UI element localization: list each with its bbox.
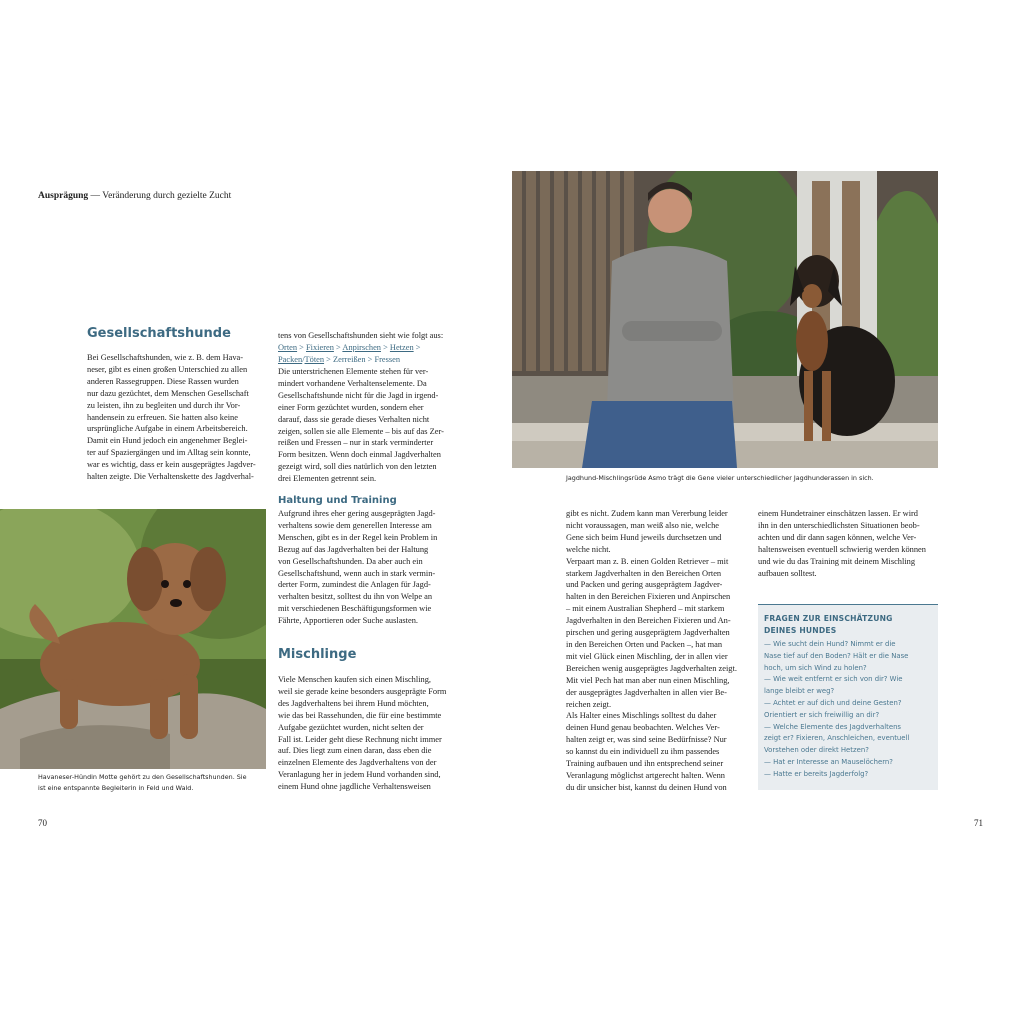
question-item: — Welche Elemente des Jagdverhaltens zeigt er? Fixieren, Anschleichen, eventuell Vorstehen oder direkt Hetzen? [764,722,910,755]
question-item: — Wie sucht dein Hund? Nimmt er die Nase tief auf den Boden? Hält er die Nase hoch, um sich Wind zu holen? [764,640,909,672]
question-item: — Achtet er auf dich und deine Gesten? Orientiert er sich freiwillig an dir? [764,698,902,719]
photo-havanese-dog [0,509,266,769]
col1-paragraph: Bei Gesellschaftshunden, wie z. B. dem Hava- neser, gibt es einen großen Unterschied zu allen anderen Rassegruppen. Diese Rassen wurden nur dazu gezüchtet, dem Menschen Gesellschaft zu leisten, ihn zu begleiten und durch ihr Vor- handensein zu erfreuen. Sie hatten also keine ursprüngliche Aufgabe in einem Arbeitsbereich. Damit ein Hund jedoch ein angenehmer Beglei- ter auf Spaziergängen und im Alltag sein konnte, war es wichtig, dass er kein ausgeprägtes Jagdver- halten zeigte. Die Verhaltenskette des Jagdverhal- [87,353,256,482]
question-item: — Hatte er bereits Jagderfolg? [764,769,869,778]
questions-box [758,604,938,790]
running-header [38,191,231,201]
chain-toeten: Töten [304,354,325,364]
page-number-left: 70 [38,818,47,828]
behavior-chain: Orten > Fixieren > Anpirschen > Hetzen > Packen/Töten > Zerreißen > Fressen [278,343,421,364]
subheading-haltung-training: Haltung und Training [278,495,397,506]
photo-man-with-dog [512,171,938,468]
chain-packen: Packen [278,354,303,364]
questions-list [764,639,932,781]
col3-paragraph: gibt es nicht. Zudem kann man Vererbung leider nicht voraussagen, man weiß also nie, welche Gene sich beim Hund jeweils durchsetzen und welche nicht. Verpaart man z. B. einen Golden Retriever – mit starkem Jagdverhalten in den Bereichen Orten und Packen und gering ausgeprägtem Jagdver- halten in den Bereichen Fixieren und Anpirschen – mit einem Australian Shepherd – mit starkem Jagdverhalten in den Bereichen Fixieren und An- pirschen und gering ausgeprägtem Jagdverhalten in den Bereichen Orten und Packen –, hat man mit viel Glück einen Mischling, der in allen vier Bereichen wenig ausgeprägtes Jagdverhalten zeigt. Mit viel Pech hat man aber nun einen Mischling, der ausgeprägtes Jagdverhalten in allen vier Be- reichen zeigt. Als Halter eines Mischlings solltest du daher deinen Hund genau beobachten. Welches Ver- halten zeigt er, was sind seine Bedürfnisse? Nur so kannst du ein individuell zu ihm passendes Training aufbauen und ihn entsprechend seiner Veranlagung möglichst artgerecht halten. Wenn du dir unsicher bist, kannst du deinen Hund von [566,509,737,792]
chain-orten: Orten [278,343,298,352]
col4-paragraph: einem Hundetrainer einschätzen lassen. Er wird ihn in den unterschiedlichsten Situationen beob- achten und dir dann sagen können, welche Ver- haltensweisen eventuell schwierig werden können und wie du das Training mit deinem Mischling aufbauen solltest. [758,509,926,578]
chain-fressen: Fressen [374,354,401,364]
col2-paragraph2: Aufgrund ihres eher gering ausgeprägten Jagd- verhaltens sowie dem generellen Interesse am Menschen, gibt es in der Regel kein Problem in Bezug auf das Jagdverhalten bei der Haltung von Gesellschaftshunden. Da aber auch ein Gesellschaftshund, wenn auch in stark vermin- derter Form, zumindest die Anlagen für Jagd- verhalten besitzt, solltest du ihn von Welpe an mit verschiedenen Beschäftigungsformen wie Fährte, Apportieren oder Suche auslasten. [278,509,438,626]
question-item: — Wie weit entfernt er sich von dir? Wie lange bleibt er weg? [764,675,903,696]
heading-gesellschaftshunde: Gesellschaftshunde [87,326,231,341]
questions-box-title: FRAGEN ZUR EINSCHÄTZUNG DEINES HUNDES [764,614,893,635]
caption-right: Jagdhund-Mischlingsrüde Asmo trägt die Gene vieler unterschiedlicher Jagdhunderassen in sich. [566,474,874,482]
header-separator: — [90,191,101,201]
question-item: — Hat er Interesse an Mauselöchern? [764,757,893,766]
heading-mischlinge: Mischlinge [278,647,357,662]
chain-anpirschen: Anpirschen [342,343,381,352]
col2-paragraph3: Viele Menschen kaufen sich einen Mischling, weil sie gerade keine besonders ausgeprägte Form des Jagdverhaltens bei ihrem Hund möchten, wie das bei Rassehunden, die für eine bestimmte Aufgabe gezüchtet wurden, nicht selten der Fall ist. Leider geht diese Rechnung nicht immer auf. Dies liegt zum einen daran, dass eben die einzelnen Elemente des Jagdverhaltens von der Veranlagung her in jedem Hund vorhanden sind, einem Hund ohne jagdliche Verhaltensweisen [278,675,447,792]
chain-zerreissen: Zerreißen [332,354,366,364]
header-section: Ausprägung [38,191,89,201]
col2-intro: tens von Gesellschaftshunden sieht wie folgt aus: [278,331,444,340]
col2-paragraph: Die unterstrichenen Elemente stehen für ver- mindert vorhandene Verhaltenselemente. Da Gesellschaftshunde nicht für die Jagd in irgend- einer Form gezüchtet wurden, sondern eher darauf, dass sie gerade dieses Verhalten nicht zeigen, sollen sie alle Elemente – bis auf das Zer- reißen und Fressen – nur in stark verminderter Form besitzen. Wenn doch einmal Jagdverhalten gezeigt wird, soll dies natürlich von den letzten drei Elementen getrennt sein. [278,367,444,484]
page-number-right: 71 [974,818,983,828]
header-subtitle: Veränderung durch gezielte Zucht [102,191,232,201]
chain-fixieren: Fixieren [306,343,334,352]
caption-left: Havaneser-Hündin Motte gehört zu den Gesellschaftshunden. Sie ist eine entspannte Begleiterin in Feld und Wald. [38,773,247,792]
chain-hetzen: Hetzen [389,343,414,352]
